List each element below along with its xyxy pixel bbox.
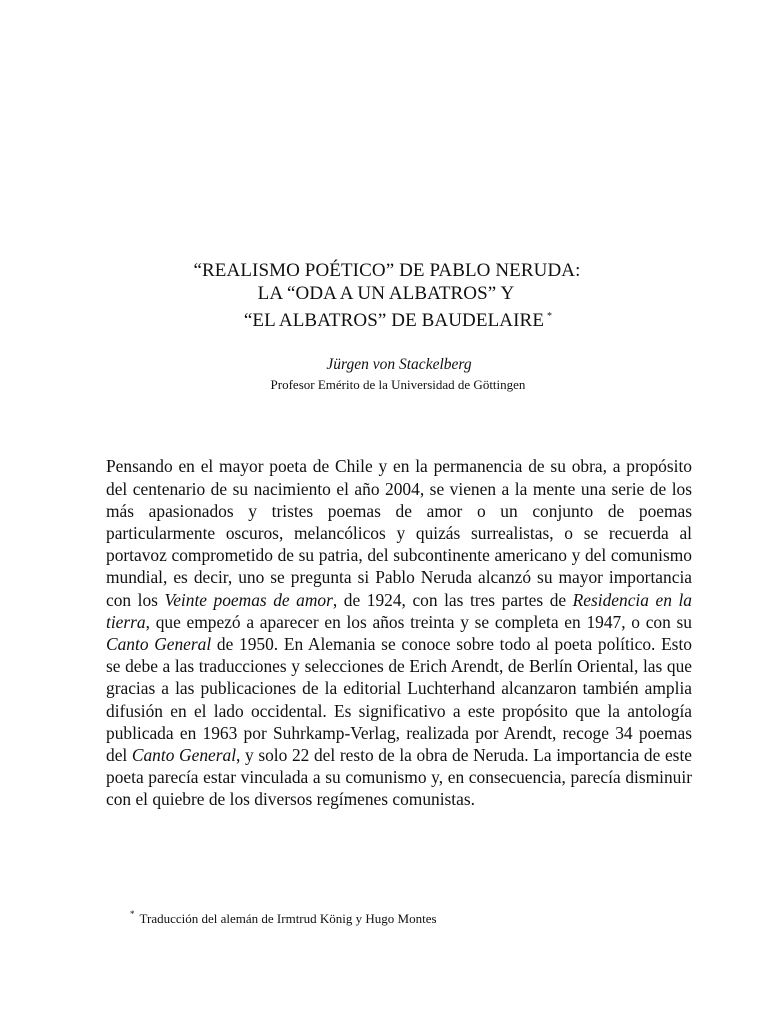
title-line-2: LA “ODA A UN ALBATROS” Y bbox=[257, 283, 515, 304]
body-text-segment-3: , que empezó a aparecer en los años treinta y se completa en 1947, o con su bbox=[145, 611, 692, 632]
body-text-segment-4: de 1950. En Alemania se conoce sobre todo al poeta político. Esto se debe a las traducciones y selecciones de Erich Arendt, de Berlín Oriental, las que gracias a las publicaciones de la editorial Luchterhand alcanzaron también amplia difusión en el lado occidental. Es significativo a este propósito que la antología publicada en 1963 por Suhrkamp-Verlag, realizada por Arendt, recoge 34 poemas del bbox=[106, 634, 692, 766]
footnote bbox=[130, 905, 437, 928]
body-text-segment-1: Pensando en el mayor poeta de Chile y en la permanencia de su obra, a propósito del centenario de su nacimiento el año 2004, se vienen a la mente una serie de los más apasionados y tristes poemas de amor o un conjunto de poemas particularmente oscuros, melancólicos y quizás surrealistas, o se recuerda al portavoz comprometido de su patria, del subcontinente americano y del comunismo mundial, es decir, uno se pregunta si Pablo Neruda alcanzó su mayor importancia con los bbox=[106, 456, 692, 610]
footnote-marker: * bbox=[130, 909, 135, 919]
book-title-veinte-poemas: Veinte poemas de amor bbox=[164, 589, 333, 610]
book-title-canto-general-2: Canto General bbox=[131, 745, 237, 766]
author-block bbox=[0, 355, 768, 394]
title-footnote-marker: * bbox=[547, 311, 553, 322]
article-title bbox=[0, 259, 768, 332]
book-title-residencia: Residencia en la tierra bbox=[106, 589, 692, 632]
book-title-canto-general: Canto General bbox=[106, 634, 212, 655]
author-affiliation: Profesor Emérito de la Universidad de Göttingen bbox=[270, 377, 526, 392]
footnote-text: Traducción del alemán de Irmtrud König y Hugo Montes bbox=[139, 911, 437, 926]
body-text-segment-5: , y solo 22 del resto de la obra de Neruda. La importancia de este poeta parecía estar vinculada a su comunismo y, en consecuencia, parecía disminuir con el quiebre de los diversos regímenes comunistas. bbox=[106, 745, 693, 810]
author-name: Jürgen von Stackelberg bbox=[326, 356, 472, 373]
title-line-3-text: “EL ALBATROS” DE BAUDELAIRE bbox=[243, 310, 545, 331]
title-line-1: “REALISMO POÉTICO” DE PABLO NERUDA: bbox=[193, 260, 581, 281]
title-line-3 bbox=[28, 305, 768, 332]
body-text-segment-2: , de 1924, con las tres partes de bbox=[332, 589, 573, 610]
body-paragraph bbox=[106, 455, 692, 810]
